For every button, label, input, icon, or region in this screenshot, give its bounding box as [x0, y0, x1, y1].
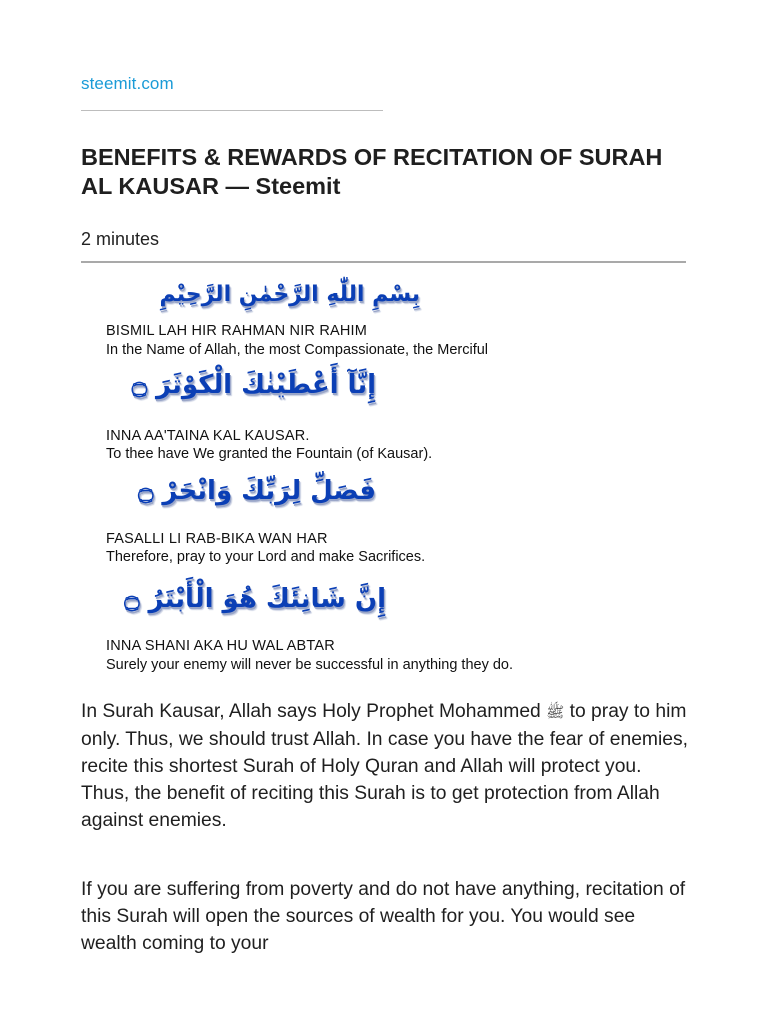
arabic-verse-4: إِنَّ شَانِئَكَ هُوَ الْأَبْتَرُ ۝	[124, 584, 386, 614]
verse-4-translation: Surely your enemy will never be successful in anything they do.	[106, 657, 514, 673]
read-time: 2 minutes	[81, 229, 160, 249]
verse-1-transliteration: BISMIL LAH HIR RAHMAN NIR RAHIM	[106, 323, 368, 339]
verse-4-transliteration: INNA SHANI AKA HU WAL ABTAR	[106, 638, 335, 654]
arabic-verse-3: فَصَلِّ لِرَبِّكَ وَانْحَرْ ۝	[138, 476, 376, 506]
verse-1-translation: In the Name of Allah, the most Compassionate, the Merciful	[106, 342, 489, 358]
verse-3-transliteration: FASALLI LI RAB-BIKA WAN HAR	[106, 531, 328, 547]
arabic-verse-1: بِسْمِ اللّٰهِ الرَّحْمٰنِ الرَّحِيْمِ	[159, 282, 420, 307]
divider	[81, 110, 383, 111]
verse-2-translation: To thee have We granted the Fountain (of Kausar).	[106, 446, 433, 462]
paragraph-text: to pray to him only. Thus, we should trust Allah. In case you have the fear of enemies, recite this shortest Surah of Holy Quran and Allah will protect you. Thus, the benefit of reciting this Surah is to get protection from Allah against enemies.	[81, 701, 688, 831]
paragraph-text: In Surah Kausar, Allah says Holy Prophet Mohammed	[81, 701, 547, 722]
arabic-verse-2: إِنَّآ أَعْطَيْنٰكَ الْكَوْثَرَ ۝	[131, 370, 376, 400]
site-link[interactable]: steemit.com	[81, 74, 174, 93]
honorific-symbol: ﷺ	[546, 703, 565, 721]
article-title: BENEFITS & REWARDS OF RECITATION OF SURAH AL KAUSAR — Steemit	[81, 144, 663, 199]
body-paragraph	[81, 698, 691, 834]
verse-3-translation: Therefore, pray to your Lord and make Sacrifices.	[106, 549, 426, 565]
body-paragraph: If you are suffering from poverty and do not have anything, recitation of this Surah will open the sources of wealth for you. You would see wealth coming to your	[81, 879, 686, 954]
divider	[81, 261, 686, 263]
verse-2-transliteration: INNA AA'TAINA KAL KAUSAR.	[106, 428, 310, 444]
surah-verses-image	[100, 276, 690, 681]
